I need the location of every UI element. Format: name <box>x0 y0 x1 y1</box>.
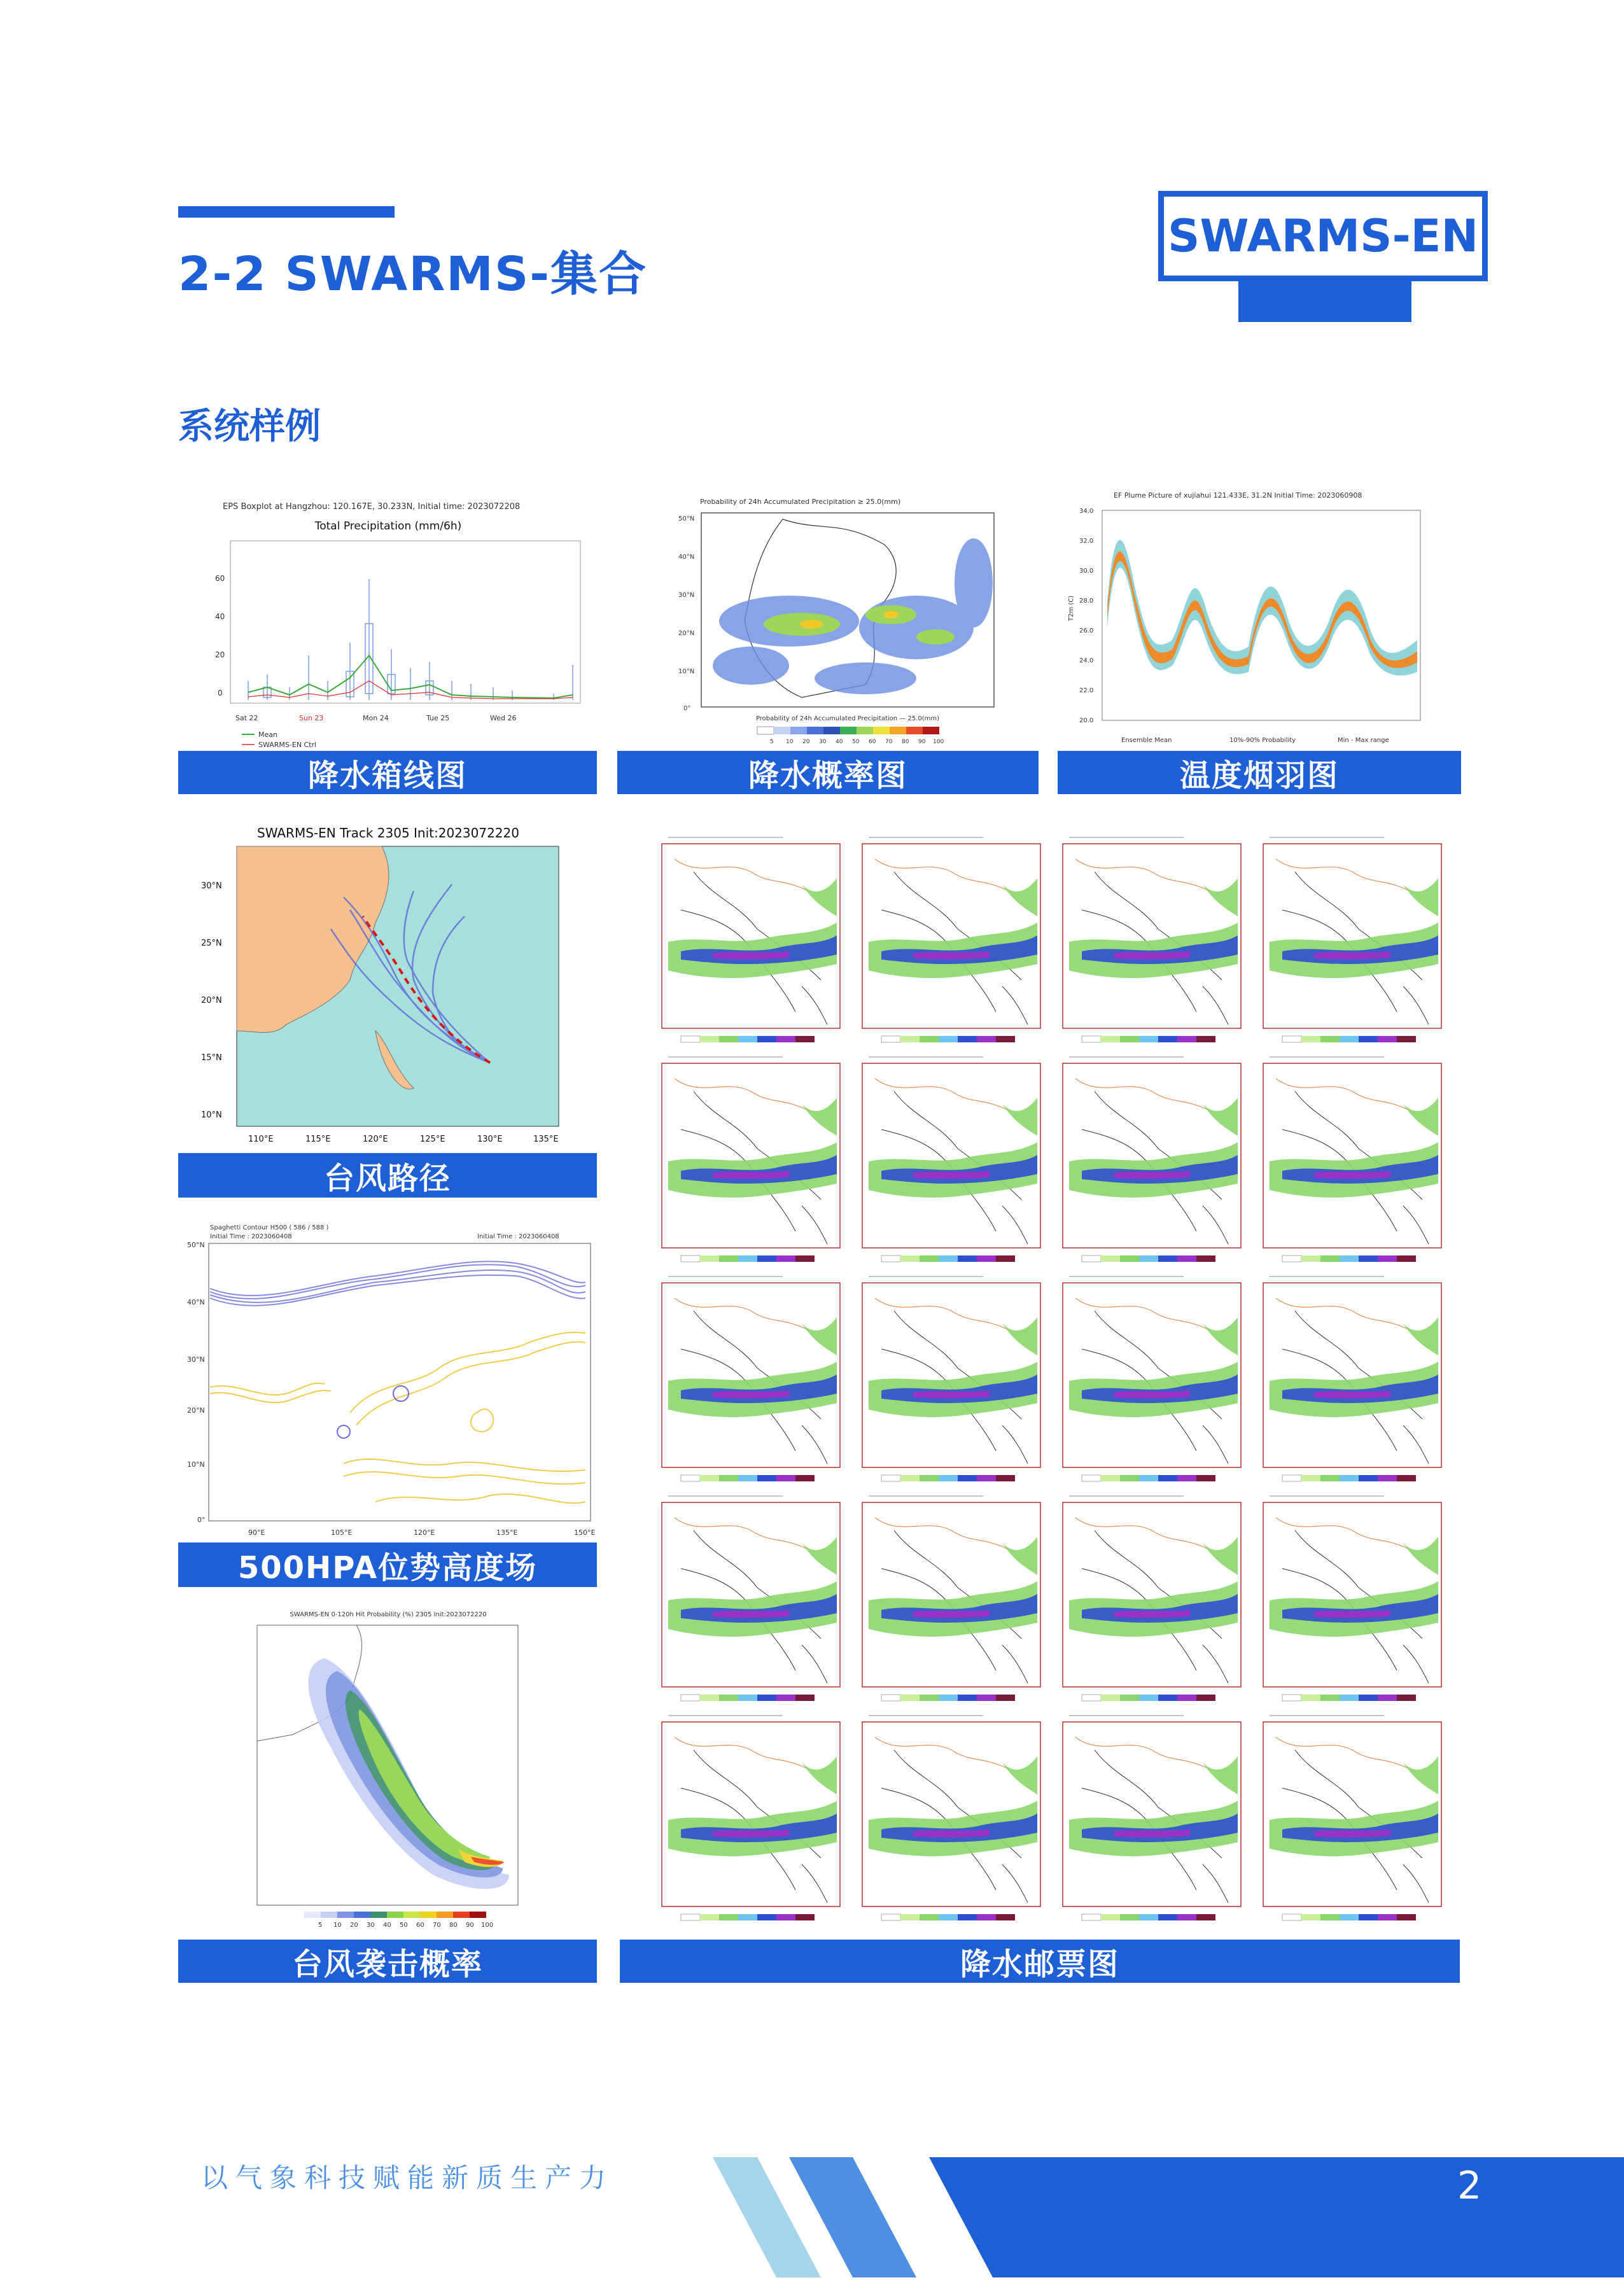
boxplot-day: Mon 24 <box>363 714 389 722</box>
spaghetti-lon: 150°E <box>574 1528 596 1537</box>
boxplot-ytick: 20 <box>215 650 225 659</box>
spaghetti-lat: 40°N <box>187 1298 205 1306</box>
stamp-map <box>862 1273 1047 1481</box>
prob-scale: 20 <box>802 739 810 745</box>
caption-plume: 温度烟羽图 <box>1058 751 1461 794</box>
prob-scale: 90 <box>918 739 926 745</box>
plume-figure <box>1064 487 1446 750</box>
track-lon: 120°E <box>363 1135 388 1144</box>
page-number: 2 <box>1457 2164 1482 2208</box>
prob-header: Probability of 24h Accumulated Precipitation ≥ 25.0(mm) <box>700 498 901 506</box>
stamp-map <box>1063 1273 1247 1481</box>
spaghetti-lat: 30°N <box>187 1355 205 1364</box>
spaghetti-lon: 120°E <box>414 1528 435 1537</box>
spaghetti-figure <box>185 1222 605 1540</box>
plume-ytick: 32.0 <box>1079 538 1094 545</box>
caption-strike: 台风袭击概率 <box>178 1940 597 1983</box>
spaghetti-lat: 10°N <box>187 1460 205 1469</box>
stamp-map <box>1263 1053 1448 1262</box>
stamp-map <box>662 1053 846 1262</box>
boxplot-ytick: 0 <box>218 689 223 697</box>
track-lat: 25°N <box>201 939 222 948</box>
prob-scale: 100 <box>933 739 944 745</box>
stamp-map <box>1263 1712 1448 1920</box>
typhoon-track-figure <box>185 821 579 1152</box>
prob-lat: 50°N <box>678 515 695 522</box>
plume-ytick: 34.0 <box>1079 508 1094 515</box>
spaghetti-lon: 135°E <box>496 1528 518 1537</box>
stamp-map <box>1263 1492 1448 1701</box>
boxplot-title: Total Precipitation (mm/6h) <box>314 520 462 533</box>
probability-map-figure <box>675 494 1025 750</box>
spaghetti-lat: 0° <box>197 1516 206 1524</box>
spaghetti-header: Initial Time : 2023060408 <box>210 1233 292 1240</box>
plume-header: EF Plume Picture of xujiahui 121.433E, 31.2N Initial Time: 2023060908 <box>1114 491 1362 500</box>
prob-lat: 0° <box>683 705 691 712</box>
brand-logo-tab <box>1238 281 1411 322</box>
strike-scale: 20 <box>350 1922 358 1929</box>
strike-scale: 50 <box>400 1922 408 1929</box>
strike-scale: 10 <box>333 1922 342 1929</box>
spaghetti-lat: 50°N <box>187 1241 205 1249</box>
boxplot-day: Sun 23 <box>299 714 324 722</box>
boxplot-day: Tue 25 <box>426 714 450 722</box>
brand-logo-box <box>1158 191 1488 281</box>
track-lat: 30°N <box>201 881 222 891</box>
subsection-title: 系统样例 <box>178 406 321 447</box>
plume-ytick: 22.0 <box>1079 687 1094 694</box>
track-lat: 15°N <box>201 1053 222 1063</box>
stamp-grid <box>655 834 1451 1934</box>
strike-scale: 80 <box>449 1922 458 1929</box>
track-lon: 125°E <box>420 1135 445 1144</box>
stamp-map <box>662 1712 846 1920</box>
stamp-map <box>1063 1492 1247 1701</box>
stamp-map <box>662 1273 846 1481</box>
prob-lat: 20°N <box>678 630 695 637</box>
prob-scale: 40 <box>836 739 843 745</box>
plume-legend: 10%-90% Probability <box>1229 737 1296 744</box>
plume-legend: Min - Max range <box>1338 737 1389 744</box>
track-lon: 135°E <box>533 1135 559 1144</box>
strike-scale: 60 <box>416 1922 424 1929</box>
boxplot-figure <box>178 490 598 750</box>
prob-scale: 50 <box>852 739 860 745</box>
strike-scale: 5 <box>318 1922 323 1929</box>
boxplot-day: Sat 22 <box>235 714 258 722</box>
plume-ytick: 24.0 <box>1079 657 1094 664</box>
boxplot-header: EPS Boxplot at Hangzhou: 120.167E, 30.233N, Initial time: 2023072208 <box>223 502 521 512</box>
prob-scale: 80 <box>902 739 909 745</box>
stamp-map <box>1063 1053 1247 1262</box>
strike-scale: 90 <box>466 1922 474 1929</box>
plume-ytick: 20.0 <box>1079 717 1094 724</box>
caption-track: 台风路径 <box>178 1153 597 1198</box>
section-title: 2-2 SWARMS-集合 <box>178 247 647 302</box>
boxplot-ytick: 40 <box>215 612 225 621</box>
header-accent-bar <box>178 206 395 218</box>
stamp-map <box>1063 834 1247 1042</box>
strike-scale: 100 <box>481 1922 494 1929</box>
prob-xlabel: Probability of 24h Accumulated Precipitation — 25.0(mm) <box>755 715 940 722</box>
stamp-map <box>862 1053 1047 1262</box>
plume-legend: Ensemble Mean <box>1121 737 1172 744</box>
boxplot-ytick: 60 <box>215 574 225 583</box>
plume-ytick: 30.0 <box>1079 568 1094 575</box>
prob-lat: 10°N <box>678 668 695 675</box>
prob-scale: 70 <box>885 739 893 745</box>
caption-spaghetti: 500HPA位势高度场 <box>178 1542 597 1587</box>
prob-scale: 60 <box>869 739 876 745</box>
boxplot-legend: SWARMS-EN Ctrl <box>258 741 317 749</box>
track-lat: 20°N <box>201 996 222 1005</box>
spaghetti-header: Initial Time : 2023060408 <box>477 1233 559 1240</box>
strike-scale: 40 <box>383 1922 391 1929</box>
caption-probability: 降水概率图 <box>617 751 1039 794</box>
track-title: SWARMS-EN Track 2305 Init:2023072220 <box>257 825 519 841</box>
spaghetti-header: Spaghetti Contour H500 ( 586 / 588 ) <box>210 1224 329 1231</box>
stamp-map <box>1063 1712 1247 1920</box>
track-lon: 115°E <box>305 1135 331 1144</box>
prob-lat: 30°N <box>678 592 695 599</box>
caption-stamp: 降水邮票图 <box>620 1940 1460 1983</box>
stamp-map <box>862 834 1047 1042</box>
track-lon: 110°E <box>248 1135 274 1144</box>
footer-slogan: 以气象科技赋能新质生产力 <box>201 2162 614 2193</box>
spaghetti-lon: 90°E <box>248 1528 265 1537</box>
plume-ylabel: T2m (C) <box>1068 595 1075 621</box>
boxplot-day: Wed 26 <box>490 714 517 722</box>
spaghetti-lon: 105°E <box>331 1528 353 1537</box>
stamp-map <box>662 1492 846 1701</box>
strike-scale: 70 <box>433 1922 441 1929</box>
plume-ytick: 28.0 <box>1079 598 1094 605</box>
stamp-map <box>862 1492 1047 1701</box>
stamp-map <box>662 834 846 1042</box>
strike-header: SWARMS-EN 0-120h Hit Probability (%) 2305 Init:2023072220 <box>290 1611 487 1618</box>
track-lat: 10°N <box>201 1110 222 1120</box>
stamp-map <box>1263 1273 1448 1481</box>
strike-scale: 30 <box>367 1922 375 1929</box>
prob-scale: 10 <box>786 739 794 745</box>
prob-scale: 5 <box>770 739 774 745</box>
stamp-map <box>862 1712 1047 1920</box>
prob-scale: 30 <box>819 739 827 745</box>
strike-probability-figure <box>229 1607 547 1938</box>
boxplot-legend: Mean <box>258 731 277 739</box>
stamp-map <box>1263 834 1448 1042</box>
footer-block <box>929 2157 1624 2277</box>
plume-ytick: 26.0 <box>1079 627 1094 634</box>
track-lon: 130°E <box>477 1135 503 1144</box>
prob-lat: 40°N <box>678 554 695 561</box>
spaghetti-lat: 20°N <box>187 1406 205 1415</box>
brand-name: SWARMS-EN <box>1167 210 1479 262</box>
caption-boxplot: 降水箱线图 <box>178 751 597 794</box>
